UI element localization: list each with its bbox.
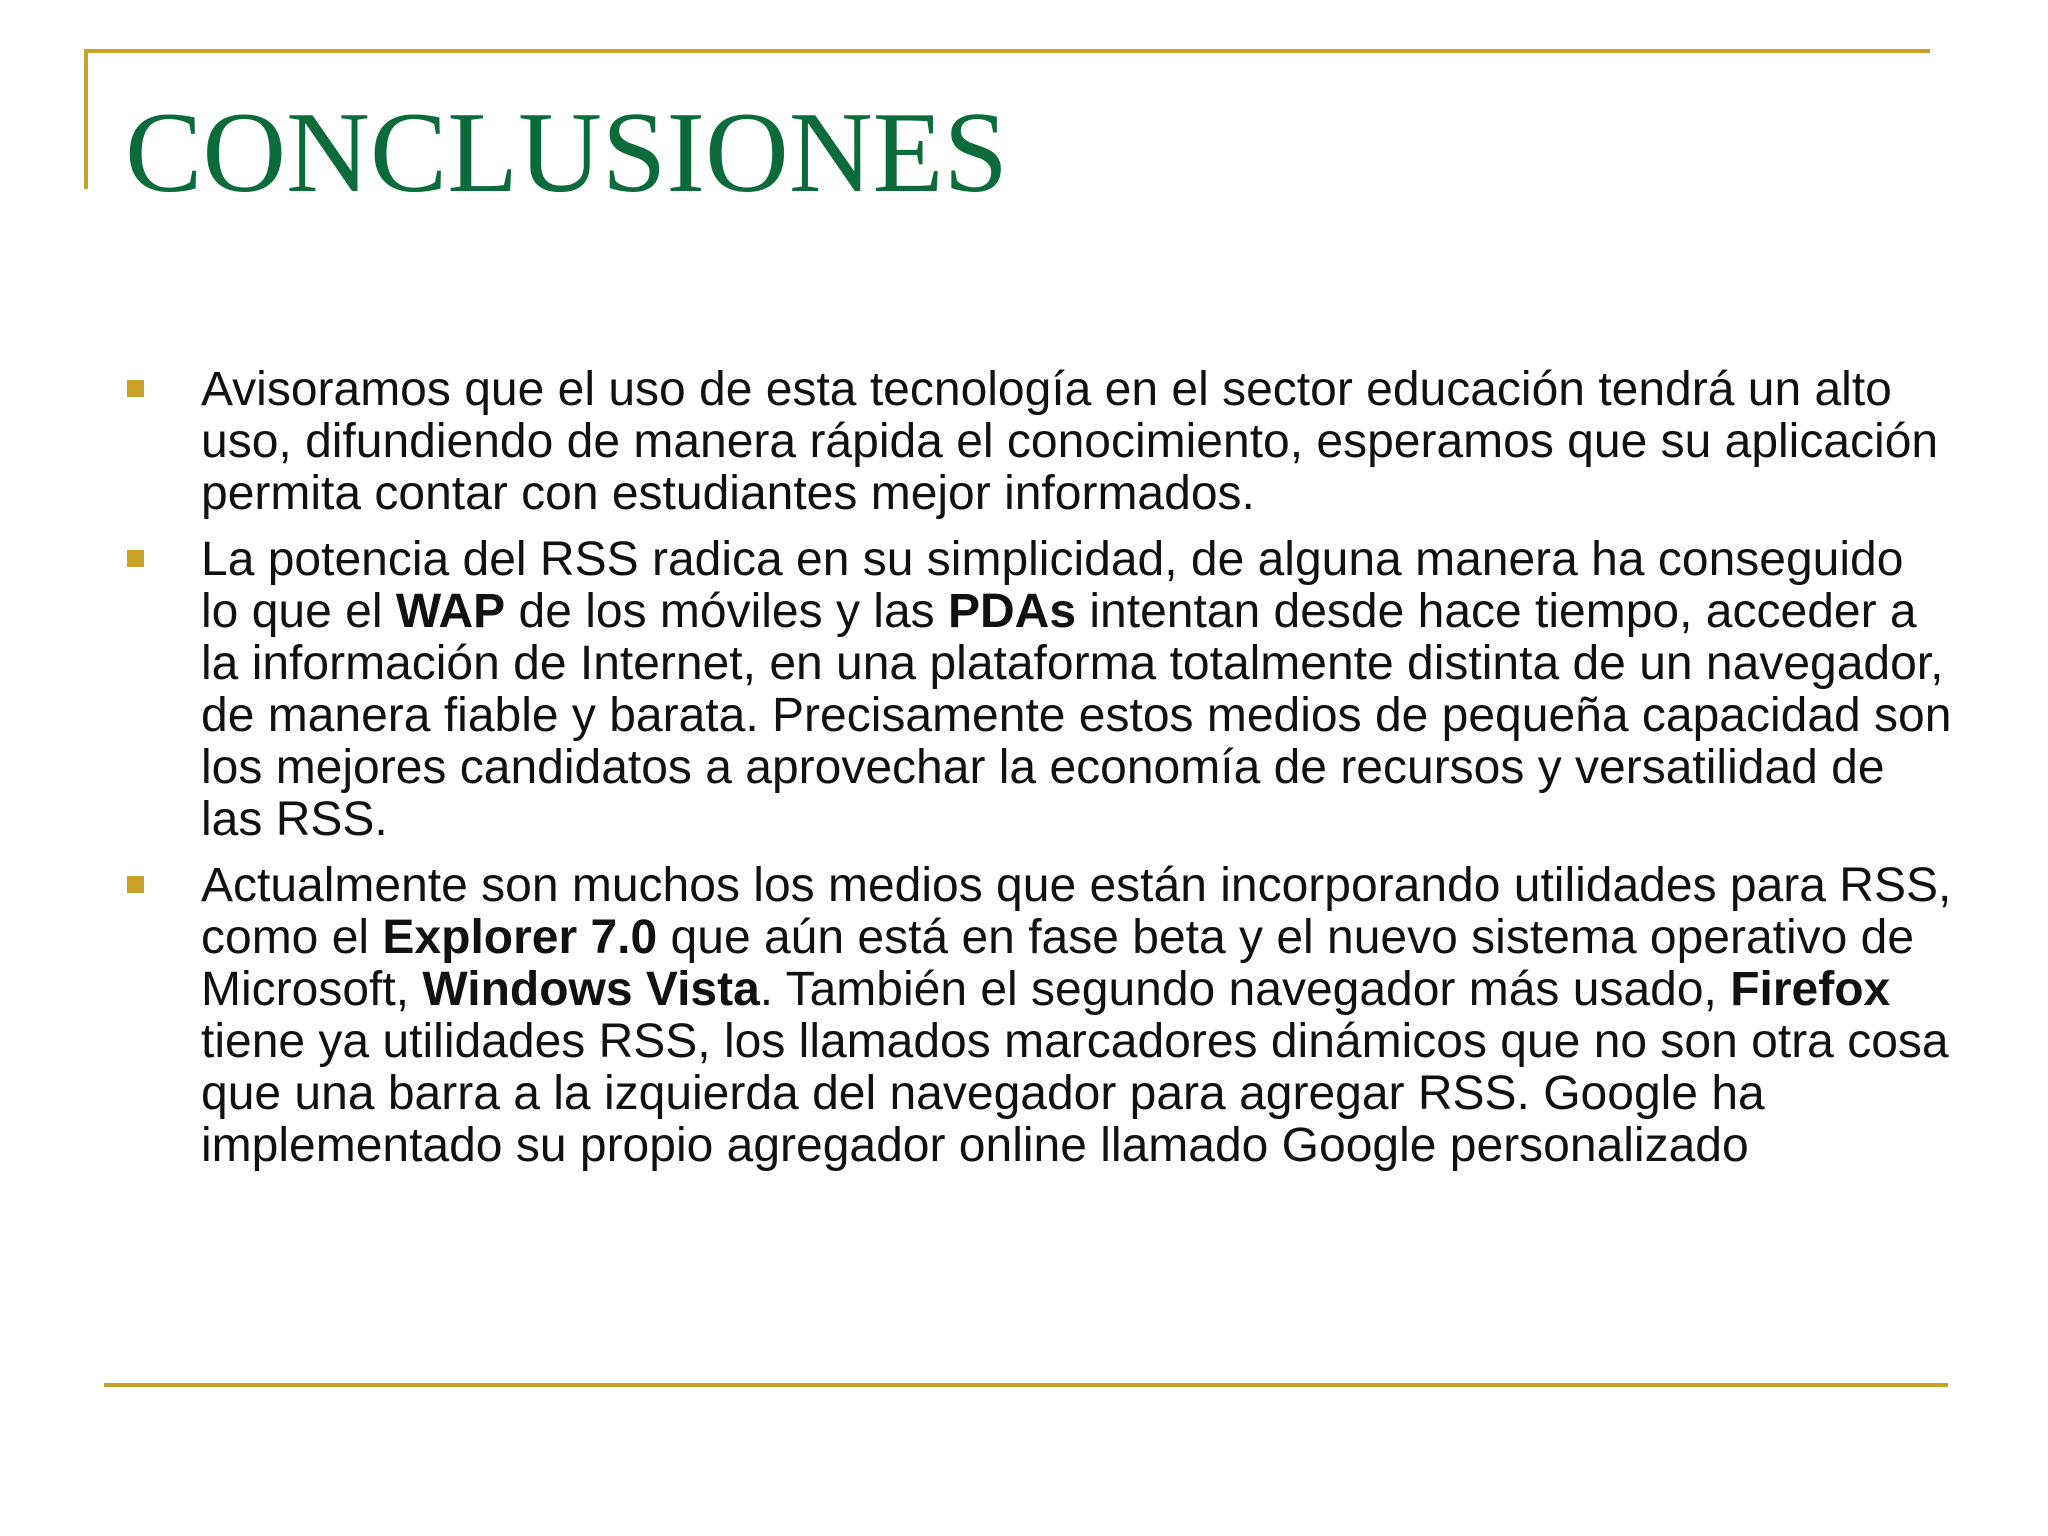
bullet-text-segment: La potencia del RSS radica en su simplicidad, de alguna manera ha conseguido lo que el — [201, 533, 1904, 638]
bullet-text-segment: que aún está en fase beta y el nuevo sistema operativo de Microsoft, — [201, 911, 1915, 1016]
bullet-text — [201, 860, 1954, 1172]
bullet-list — [124, 364, 1954, 1186]
bullet-item — [124, 534, 1954, 846]
bullet-text-segment: Avisoramos que el uso de esta tecnología en el sector educación tendrá un alto uso, difundiendo de manera rápida el conocimiento, esperamos que su aplicación permita contar con estudiantes mejor informados. — [201, 363, 1939, 520]
bullet-text — [201, 364, 1954, 520]
bullet-bold-term: Firefox — [1730, 963, 1891, 1016]
bottom-border-line — [104, 1383, 1948, 1387]
bullet-text-segment: tiene ya utilidades RSS, los llamados marcadores dinámicos que no son otra cosa que una barra a la izquierda del navegador para agregar RSS. Google ha implementado su propio agregador online llamado Google personalizado — [201, 1015, 1949, 1172]
bullet-bold-term: Explorer 7.0 — [382, 911, 658, 964]
bullet-item — [124, 364, 1954, 520]
bullet-bold-term: WAP — [395, 585, 506, 638]
bullet-item — [124, 860, 1954, 1172]
left-border-line — [84, 49, 88, 189]
bullet-text-segment: de los móviles y las — [505, 585, 948, 638]
bullet-bold-term: Windows Vista — [422, 963, 760, 1016]
top-border-line — [84, 49, 1930, 53]
bullet-text — [201, 534, 1954, 846]
bullet-text-segment: . También el segundo navegador más usado, — [759, 963, 1731, 1016]
square-bullet-icon — [127, 550, 144, 567]
bullet-text-segment: intentan desde hace tiempo, acceder a la información de Internet, en una plataforma totalmente distinta de un navegador, de manera fiable y barata. Precisamente estos medios de pequeña capacidad son los mejores candidatos a aprovechar la economía de recursos y versatilidad de las RSS. — [201, 585, 1952, 846]
bullet-text-segment: Actualmente son muchos los medios que están incorporando utilidades para RSS, como el — [201, 859, 1952, 964]
square-bullet-icon — [127, 876, 144, 893]
bullet-bold-term: PDAs — [947, 585, 1077, 638]
slide-title: CONCLUSIONES — [125, 89, 1008, 217]
square-bullet-icon — [127, 380, 144, 397]
